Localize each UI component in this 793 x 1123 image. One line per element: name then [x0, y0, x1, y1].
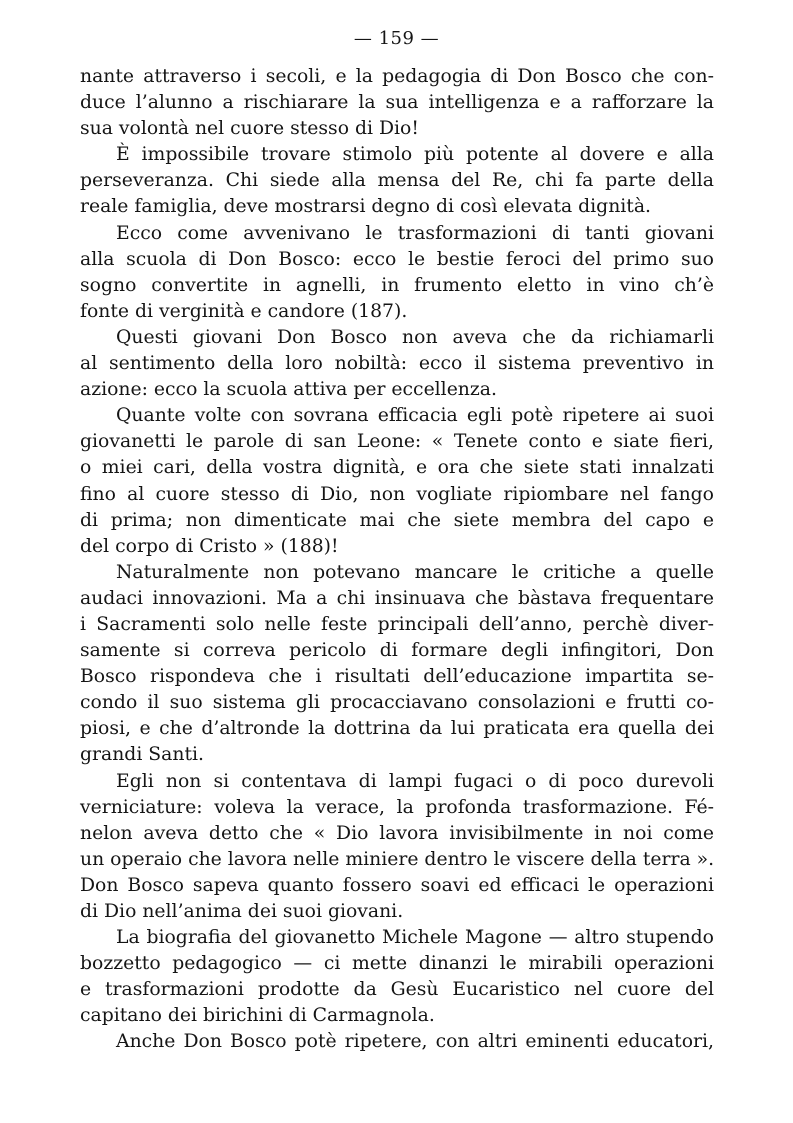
- text-line: duce l’alunno a rischiarare la sua intelligenza e a rafforzare la: [80, 92, 714, 114]
- text-line: verniciature: voleva la verace, la profonda trasformazione. Fé-: [80, 796, 714, 818]
- text-line: i Sacramenti solo nelle feste principali dell’anno, perchè diver-: [80, 613, 714, 635]
- body-text: [80, 64, 714, 1056]
- text-line: bozzetto pedagogico — ci mette dinanzi le mirabili operazioni: [80, 953, 714, 975]
- text-line: un operaio che lavora nelle miniere dentro le viscere della terra ».: [80, 848, 715, 870]
- text-line: o miei cari, della vostra dignità, e ora che siete stati innalzati: [80, 457, 714, 479]
- text-line: samente si correva pericolo di formare degli infingitori, Don: [80, 640, 714, 662]
- text-line: Questi giovani Don Bosco non aveva che da richiamarli: [116, 326, 714, 348]
- text-line: sua volontà nel cuore stesso di Dio!: [80, 118, 419, 140]
- text-line: del corpo di Cristo » (188)!: [80, 535, 339, 557]
- text-line: grandi Santi.: [80, 744, 204, 766]
- text-line: audaci innovazioni. Ma a chi insinuava che bàstava frequentare: [80, 587, 714, 609]
- text-line: È impossibile trovare stimolo più potente al dovere e alla: [116, 144, 714, 166]
- text-line: Quante volte con sovrana efficacia egli potè ripetere ai suoi: [116, 405, 714, 427]
- page-number: — 159 —: [353, 28, 440, 49]
- text-line: di prima; non dimenticate mai che siete membra del capo e: [80, 509, 714, 531]
- text-line: Anche Don Bosco potè ripetere, con altri eminenti educatori,: [116, 1031, 714, 1053]
- text-line: perseveranza. Chi siede alla mensa del Re, chi fa parte della: [80, 170, 714, 192]
- text-line: condo il suo sistema gli procacciavano consolazioni e frutti co-: [80, 692, 714, 714]
- text-line: Don Bosco sapeva quanto fossero soavi ed efficaci le operazioni: [80, 874, 714, 896]
- text-line: fonte di verginità e candore (187).: [80, 300, 408, 322]
- text-line: Ecco come avvenivano le trasformazioni di tanti giovani: [116, 222, 714, 244]
- text-line: azione: ecco la scuola attiva per eccellenza.: [80, 379, 497, 401]
- text-line: capitano dei birichini di Carmagnola.: [80, 1005, 435, 1027]
- text-line: reale famiglia, deve mostrarsi degno di così elevata dignità.: [80, 196, 652, 218]
- text-line: Egli non si contentava di lampi fugaci o di poco durevoli: [116, 770, 714, 792]
- text-line: Naturalmente non potevano mancare le critiche a quelle: [116, 561, 714, 583]
- text-line: La biografia del giovanetto Michele Magone — altro stupendo: [116, 927, 714, 949]
- text-line: di Dio nell’anima dei suoi giovani.: [80, 901, 404, 922]
- text-line: giovanetti le parole di san Leone: « Tenete conto e siate fieri,: [80, 431, 714, 453]
- text-line: e trasformazioni prodotte da Gesù Eucaristico nel cuore del: [80, 979, 714, 1001]
- text-line: nante attraverso i secoli, e la pedagogia di Don Bosco che con-: [80, 66, 714, 87]
- text-line: nelon aveva detto che « Dio lavora invisibilmente in noi come: [80, 822, 714, 844]
- text-line: fino al cuore stesso di Dio, non vogliate ripiombare nel fango: [80, 483, 714, 505]
- text-line: sogno convertite in agnelli, in frumento eletto in vino ch’è: [80, 274, 714, 296]
- text-line: alla scuola di Don Bosco: ecco le bestie feroci del primo suo: [80, 248, 714, 270]
- text-line: Bosco rispondeva che i risultati dell’educazione impartita se-: [80, 666, 714, 688]
- text-line: al sentimento della loro nobiltà: ecco il sistema preventivo in: [80, 353, 714, 375]
- text-line: piosi, e che d’altronde la dottrina da lui praticata era quella dei: [80, 718, 714, 740]
